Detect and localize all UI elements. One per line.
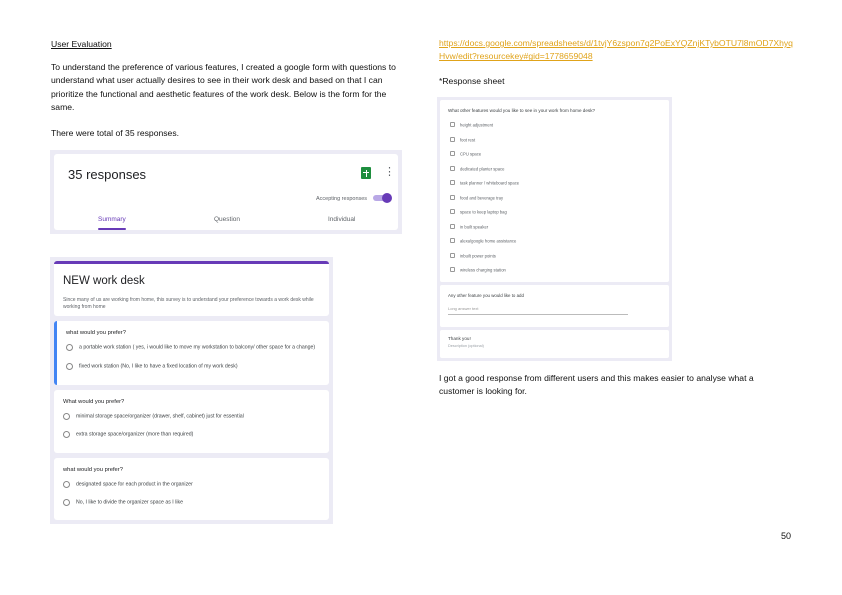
checkbox-icon[interactable] (450, 224, 455, 229)
accepting-responses-toggle[interactable] (373, 195, 390, 201)
tab-question[interactable]: Question (214, 216, 241, 223)
conclusion-paragraph: I got a good response from different users and this makes easier to analyse what a customer is looking for. (439, 373, 754, 397)
section-heading: User Evaluation (51, 39, 112, 49)
radio-option[interactable]: fixed work station (No, I like to have a fixed location of my work desk) (66, 363, 238, 370)
radio-icon[interactable] (66, 344, 73, 351)
checkbox-option[interactable]: food and beverage tray (450, 195, 503, 200)
checkbox-question-card (440, 100, 669, 282)
tab-individual[interactable]: Individual (328, 216, 356, 223)
checkbox-option[interactable]: dedicated planter space (450, 166, 504, 171)
thank-you-description: Description (optional) (448, 344, 484, 348)
sheets-icon[interactable] (361, 167, 371, 179)
spreadsheet-link[interactable]: https://docs.google.com/spreadsheets/d/1tvjY6zspon7q2PoExYQZnjKTybOTU7l8mOD7XhyqHvw/edit?resourcekey#gid=1778659048 (439, 38, 793, 62)
checkbox-icon[interactable] (450, 137, 455, 142)
checkbox-option[interactable]: in built speaker (450, 224, 488, 229)
response-sheet-label: *Response sheet (439, 76, 505, 86)
accepting-responses-label: Accepting responses (316, 196, 368, 202)
checkbox-option[interactable]: height adjustment (450, 122, 493, 127)
question-title: Any other feature you would like to add (448, 293, 524, 298)
radio-option[interactable]: extra storage space/organizer (more than required) (63, 431, 193, 438)
radio-icon[interactable] (63, 431, 70, 438)
tab-summary[interactable]: Summary (98, 216, 126, 223)
checkbox-icon[interactable] (450, 253, 455, 258)
form-title: NEW work desk (63, 275, 145, 287)
response-sheet-screenshot (437, 97, 672, 361)
radio-option[interactable]: a portable work station ( yes, i would like to move my workstation to balcony/ other space for a change) (66, 344, 315, 351)
question-card (54, 458, 329, 520)
response-count: 35 responses (68, 167, 147, 182)
question-title: what would you prefer? (66, 330, 126, 336)
checkbox-option[interactable]: wireless charging station (450, 267, 506, 272)
checkbox-icon[interactable] (450, 122, 455, 127)
form-screenshot (50, 257, 333, 524)
active-tab-indicator (98, 228, 126, 230)
responses-screenshot (50, 150, 402, 234)
radio-icon[interactable] (63, 499, 70, 506)
checkbox-option[interactable]: inbuilt power points (450, 253, 496, 258)
radio-option[interactable]: designated space for each product in the organizer (63, 481, 193, 488)
checkbox-icon[interactable] (450, 166, 455, 171)
checkbox-option[interactable]: task planner / whiteboard space (450, 180, 519, 185)
radio-option[interactable]: minimal storage space/organizer (drawer, shelf, cabinet) just for essential (63, 413, 244, 420)
radio-option[interactable]: No, I like to divide the organizer space as I like (63, 499, 183, 506)
thank-you-title: Thank you! (448, 336, 471, 341)
text-question-card (440, 285, 669, 327)
checkbox-option[interactable]: space to keep laptop bag (450, 209, 507, 214)
intro-paragraph: To understand the preference of various features, I created a google form with questions to understand what user actually desires to see in their work desk and based on that I can prioritize the functional and aesthetic features of the work desk. Below is the form for the same. (51, 62, 396, 113)
question-card (54, 321, 329, 385)
checkbox-icon[interactable] (450, 209, 455, 214)
checkbox-icon[interactable] (450, 195, 455, 200)
long-answer-field[interactable]: Long answer text (448, 305, 628, 315)
form-description: Since many of us are working from home, this survey is to understand your preference towards a work desk while working from home (63, 297, 314, 310)
checkbox-icon[interactable] (450, 238, 455, 243)
radio-icon[interactable] (63, 413, 70, 420)
checkbox-icon[interactable] (450, 180, 455, 185)
radio-icon[interactable] (63, 481, 70, 488)
question-title: What would you prefer? (63, 399, 125, 405)
checkbox-option[interactable]: alexa/google home assistance (450, 238, 516, 243)
checkbox-option[interactable]: CPU space (450, 151, 481, 156)
more-vert-icon[interactable]: ⋮ (384, 166, 395, 178)
responses-card (54, 154, 398, 230)
checkbox-icon[interactable] (450, 151, 455, 156)
checkbox-icon[interactable] (450, 267, 455, 272)
responses-sentence: There were total of 35 responses. (51, 128, 180, 138)
radio-icon[interactable] (66, 363, 73, 370)
thank-you-card (440, 330, 669, 358)
question-title: What other features would you like to see in your work from home desk? (448, 108, 596, 113)
question-card (54, 390, 329, 453)
form-header-card (54, 261, 329, 316)
checkbox-option[interactable]: foot rest (450, 137, 475, 142)
page-number: 50 (781, 531, 792, 541)
question-title: what would you prefer? (63, 467, 123, 473)
